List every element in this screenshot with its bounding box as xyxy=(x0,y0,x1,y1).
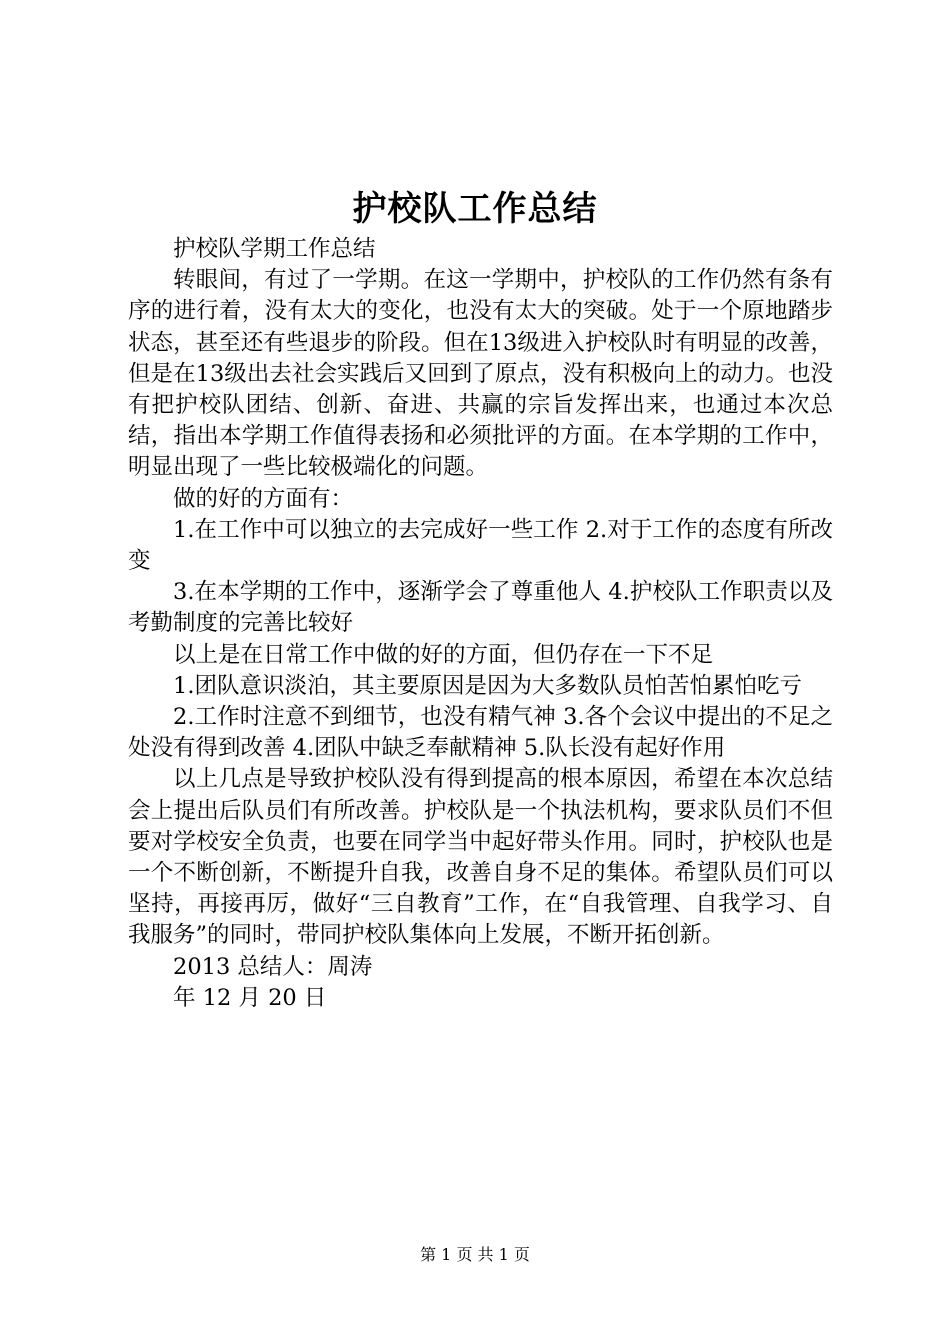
weaknesses-heading: 以上是在日常工作中做的好的方面，但仍存在一下不足 xyxy=(173,641,714,668)
weaknesses-item-1: 1.团队意识淡泊，其主要原因是因为大多数队员怕苦怕累怕吃亏 xyxy=(173,672,802,699)
strengths-item-1: 1.在工作中可以独立的去完成好一些工作 2.对于工作的态度有所改变 xyxy=(128,516,833,575)
strengths-heading: 做的好的方面有： xyxy=(173,485,354,512)
strengths-item-2: 3.在本学期的工作中，逐渐学会了尊重他人 4.护校队工作职责以及考勤制度的完善比较好 xyxy=(128,579,833,637)
date-line: 年 12 月 20 日 xyxy=(173,984,327,1011)
intro-paragraph: 转眼间，有过了一学期。在这一学期中，护校队的工作仍然有条有序的进行着，没有太大的变化，也没有太大的突破。处于一个原地踏步状态，甚至还有些退步的阶段。但在13级进入护校队时有明显的改善，但是在13级出去社会实践后又回到了原点，没有积极向上的动力。也没有把护校队团结、创新、奋进、共赢的宗旨发挥出来，也通过本次总结，指出本学期工作值得表扬和必须批评的方面。在本学期的工作中，明显出现了一些比较极端化的问题。 xyxy=(128,267,833,481)
conclusion-paragraph: 以上几点是导致护校队没有得到提高的根本原因，希望在本次总结会上提出后队员们有所改善。护校队是一个执法机构，要求队员们不但要对学校安全负责，也要在同学当中起好带头作用。同时，护校队也是一个不断创新，不断提升自我，改善自身不足的集体。希望队员们可以坚持，再接再厉，做好“三自教育”工作，在“自我管理、自我学习、自我服务”的同时，带同护校队集体向上发展，不断开拓创新。 xyxy=(128,766,833,949)
weaknesses-item-2: 2.工作时注意不到细节，也没有精气神 3.各个会议中提出的不足之处没有得到改善 4.团队中缺乏奉献精神 5.队长没有起好作用 xyxy=(128,704,833,762)
signature-line: 2013 总结人：周涛 xyxy=(173,953,373,980)
document-title: 护校队工作总结 xyxy=(352,189,598,229)
document-body xyxy=(128,234,833,1014)
subtitle-paragraph: 护校队学期工作总结 xyxy=(173,236,376,262)
page-number-footer: 第 1 页 共 1 页 xyxy=(420,1245,530,1264)
